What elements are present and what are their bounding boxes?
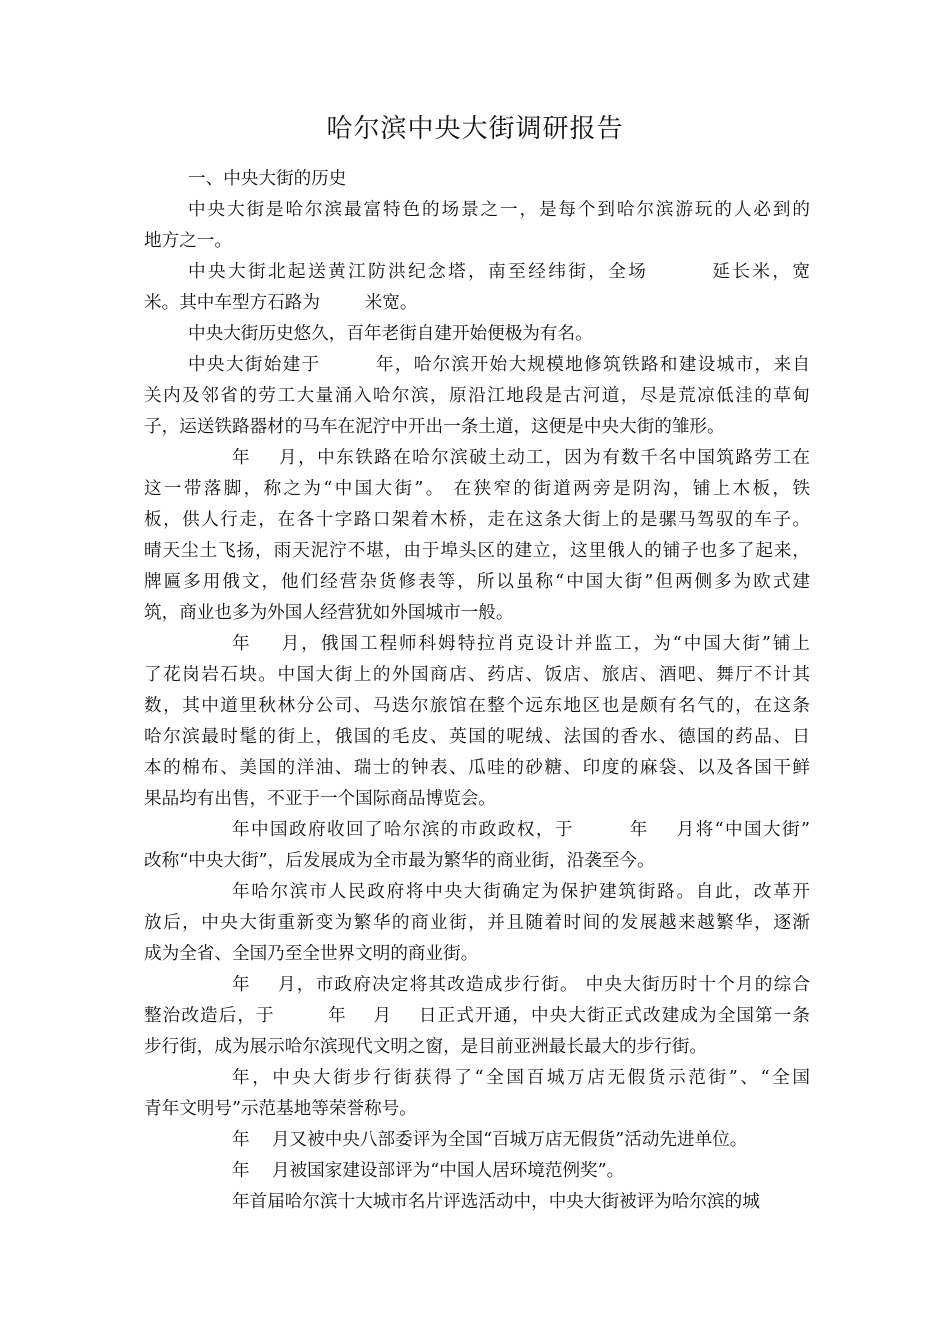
paragraph-line: 年 月，中东铁路在哈尔滨破土动工，因为有数千名中国筑路劳工在 — [232, 448, 810, 468]
paragraph-line: 中央大街历史悠久，百年老街自建开始便极为有名。 — [188, 324, 593, 344]
paragraph — [144, 443, 810, 629]
paragraph-line: 晴天尘土飞扬，雨天泥泞不堪，由于埠头区的建立，这里俄人的铺子也多了起来， — [144, 541, 810, 561]
paragraph-line: 年 月又被中央八部委评为全国“百城万店无假货”活动先进单位。 — [232, 1130, 748, 1150]
paragraph-line: 一、中央大街的历史 — [188, 169, 347, 189]
paragraph-line: 年 月被国家建设部评为“中国人居环境范例奖”。 — [232, 1161, 625, 1181]
paragraph — [144, 1125, 810, 1156]
document-title: 哈尔滨中央大街调研报告 — [326, 114, 624, 144]
paragraph-line: 关内及邻省的劳工大量涌入哈尔滨，原沿江地段是古河道，尽是荒凉低洼的草甸 — [144, 386, 810, 406]
paragraph-line: 地方之一。 — [144, 231, 232, 251]
paragraph-line: 果品均有出售，不亚于一个国际商品博览会。 — [144, 789, 496, 809]
paragraph-line: 改称“中央大街”，后发展成为全市最为繁华的商业街，沿袭至今。 — [144, 851, 655, 871]
paragraph-line: 年 月，俄国工程师科姆特拉肖克设计并监工，为“中国大街”铺上 — [232, 634, 810, 654]
paragraph-line: 青年文明号”示范基地等荣誉称号。 — [144, 1099, 417, 1119]
paragraph — [144, 195, 810, 257]
paragraph — [144, 1156, 810, 1187]
paragraph-line: 步行街，成为展示哈尔滨现代文明之窗，是目前亚洲最长最大的步行街。 — [144, 1037, 708, 1057]
paragraph-line: 板，供人行走，在各十字路口架着木桥，走在这条大街上的是骡马驾驭的车子。 — [144, 510, 810, 530]
paragraph — [144, 970, 810, 1063]
paragraph-line: 中央大街北起送黄江防洪纪念塔，南至经纬街，全场 延长米，宽 — [188, 262, 810, 282]
paragraph — [144, 164, 810, 195]
paragraph-line: 牌匾多用俄文，他们经营杂货修表等，所以虽称“中国大街”但两侧多为欧式建 — [144, 572, 810, 592]
paragraph-line: 数，其中道里秋林分公司、马迭尔旅馆在整个远东地区也是颇有名气的，在这条 — [144, 696, 810, 716]
paragraph-line: 整治改造后，于 年 月 日正式开通，中央大街正式改建成为全国第一条 — [144, 1006, 810, 1026]
paragraph — [144, 1187, 810, 1218]
paragraph-line: 年 月，市政府决定将其改造成步行街。 中央大街历时十个月的综合 — [232, 975, 810, 995]
paragraph-line: 年中国政府收回了哈尔滨的市政政权，于 年 月将“中国大街” — [232, 820, 810, 840]
paragraph-line: 米。其中车型方石路为 米宽。 — [144, 293, 418, 313]
paragraph — [144, 319, 810, 350]
paragraph — [144, 877, 810, 970]
paragraph-line: 子，运送铁路器材的马车在泥泞中开出一条土道，这便是中央大街的雏形。 — [144, 417, 725, 437]
paragraph-line: 这一带落脚，称之为“中国大街”。 在狭窄的街道两旁是阴沟，铺上木板，铁 — [144, 479, 810, 499]
paragraph — [144, 629, 810, 815]
paragraph — [144, 815, 810, 877]
paragraph-line: 了花岗岩石块。中国大街上的外国商店、药店、饭店、旅店、酒吧、舞厅不计其 — [144, 665, 810, 685]
paragraph — [144, 1063, 810, 1125]
paragraph — [144, 350, 810, 443]
paragraph-line: 哈尔滨最时髦的街上，俄国的毛皮、英国的呢绒、法国的香水、德国的药品、日 — [144, 727, 810, 747]
paragraph-line: 筑，商业也多为外国人经营犹如外国城市一般。 — [144, 603, 514, 623]
paragraph-line: 年哈尔滨市人民政府将中央大街确定为保护建筑街路。自此，改革开 — [232, 882, 810, 902]
paragraph-line: 中央大街始建于 年，哈尔滨开始大规模地修筑铁路和建设城市，来自 — [188, 355, 810, 375]
paragraph — [144, 257, 810, 319]
paragraph-line: 放后，中央大街重新变为繁华的商业街，并且随着时间的发展越来越繁华，逐渐 — [144, 913, 810, 933]
paragraph-line: 成为全省、全国乃至全世界文明的商业街。 — [144, 944, 479, 964]
paragraph-line: 本的棉布、美国的洋油、瑞士的钟表、瓜哇的砂糖、印度的麻袋、以及各国干鲜 — [144, 758, 810, 778]
paragraph-line: 中央大街是哈尔滨最富特色的场景之一，是每个到哈尔滨游玩的人必到的 — [188, 200, 810, 220]
paragraph-line: 年，中央大街步行街获得了“全国百城万店无假货示范街”、“全国 — [232, 1068, 810, 1088]
document-body — [144, 164, 810, 1218]
paragraph-line: 年首届哈尔滨十大城市名片评选活动中，中央大街被评为哈尔滨的城 — [232, 1192, 760, 1212]
